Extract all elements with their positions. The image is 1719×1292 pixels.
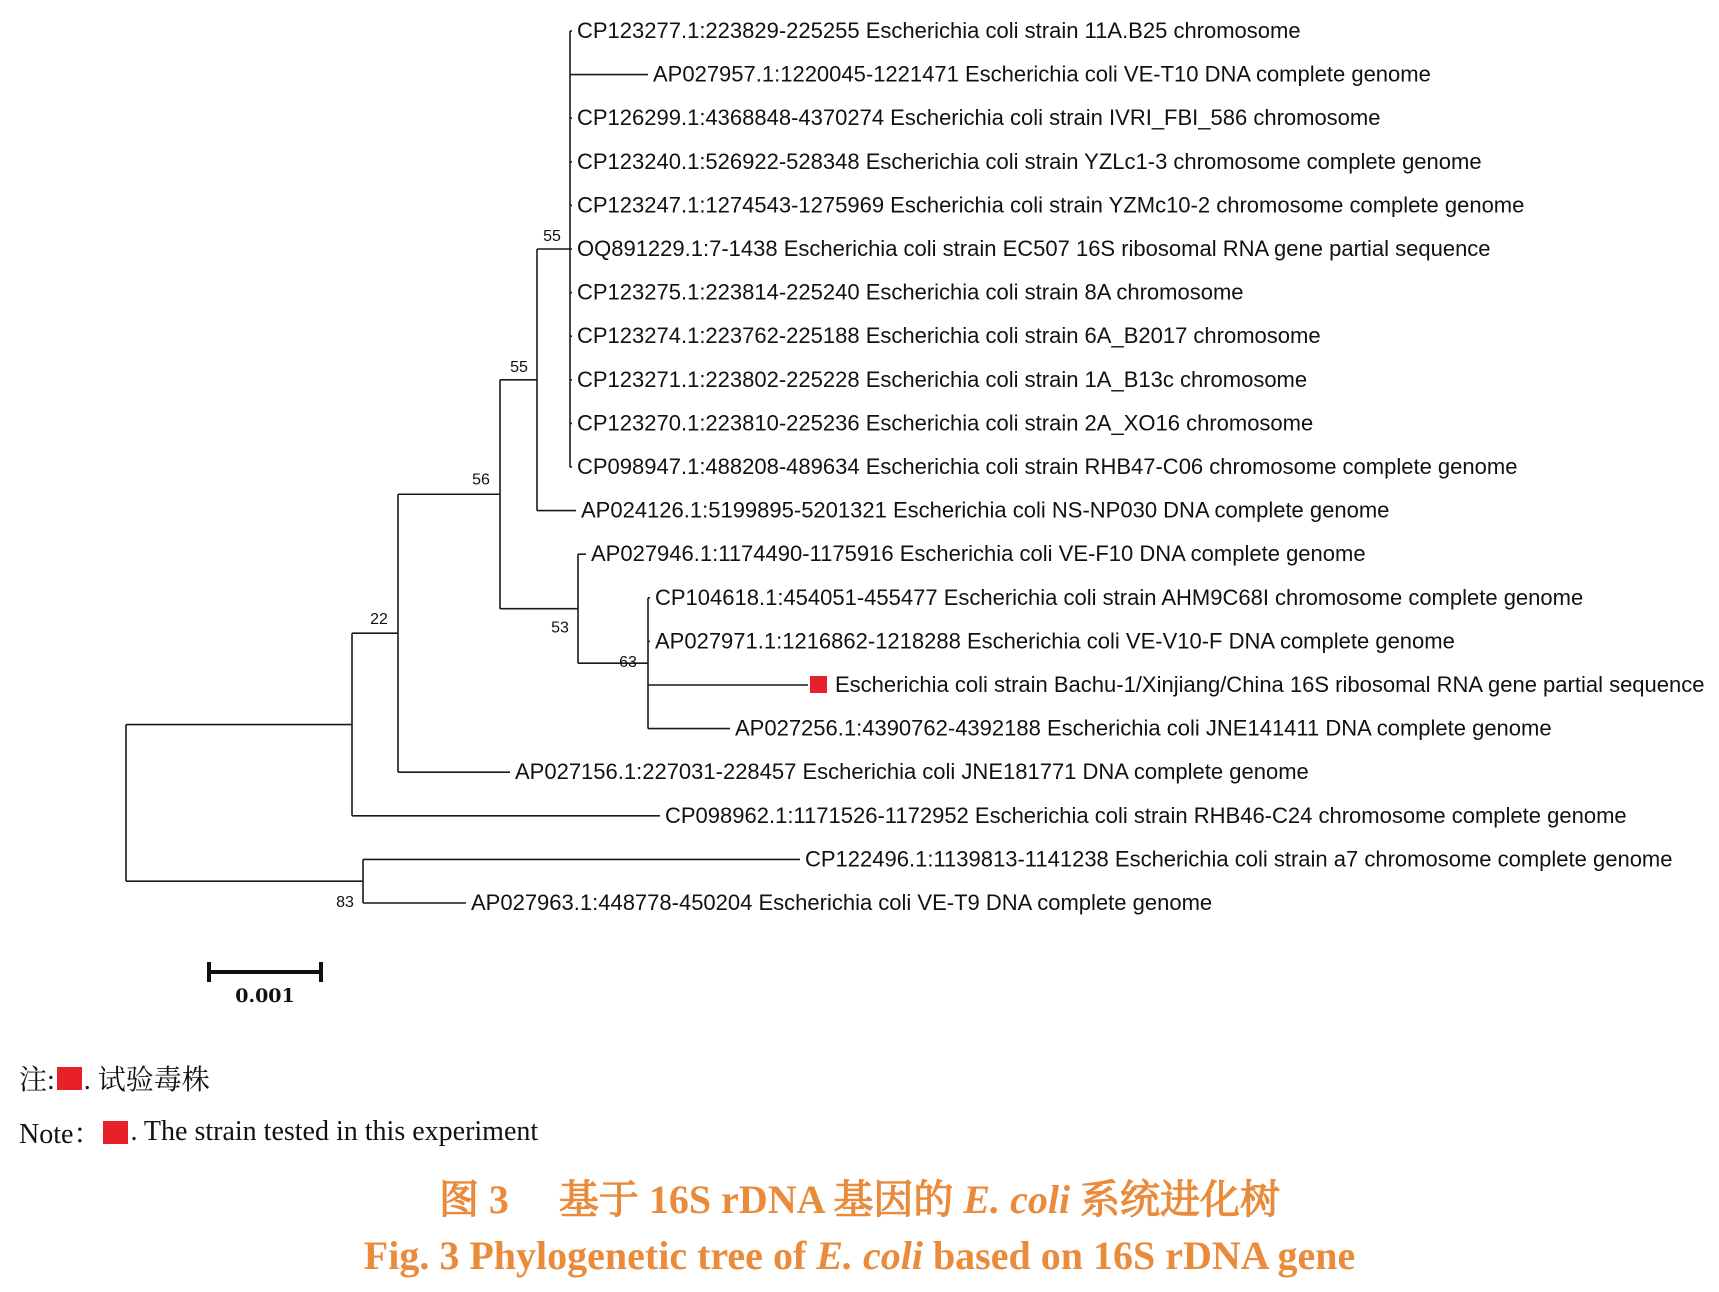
caption-cn <box>0 1168 1719 1225</box>
bootstrap-value: 55 <box>543 228 561 245</box>
leaf-label: AP024126.1:5199895-5201321 Escherichia coli NS-NP030 DNA complete genome <box>581 497 1390 523</box>
bootstrap-value: 83 <box>336 894 354 912</box>
caption-en-post: based on 16S rDNA gene <box>922 1233 1356 1278</box>
bootstrap-value: 53 <box>551 619 569 637</box>
leaf-label: AP027957.1:1220045-1221471 Escherichia coli VE-T10 DNA complete genome <box>653 61 1431 87</box>
scale-bar <box>209 962 321 1007</box>
leaf-label: CP123277.1:223829-225255 Escherichia coli strain 11A.B25 chromosome <box>577 18 1301 43</box>
caption-en-italic: E. coli <box>816 1233 923 1278</box>
leaf-label: CP098962.1:1171526-1172952 Escherichia coli strain RHB46-C24 chromosome complete genome <box>665 802 1627 828</box>
caption-cn-post: 系统进化树 <box>1070 1177 1281 1222</box>
leaf-label: CP123274.1:223762-225188 Escherichia coli strain 6A_B2017 chromosome <box>577 323 1321 349</box>
note-en <box>19 1112 538 1152</box>
leaf-label: AP027946.1:1174490-1175916 Escherichia coli VE-F10 DNA complete genome <box>591 541 1366 567</box>
caption-en-pre: Fig. 3 Phylogenetic tree of <box>363 1233 817 1278</box>
leaf-label: AP027971.1:1216862-1218288 Escherichia coli VE-V10-F DNA complete genome <box>655 628 1455 654</box>
leaf-label: AP027156.1:227031-228457 Escherichia coli JNE181771 DNA complete genome <box>515 759 1309 785</box>
leaf-label: CP123270.1:223810-225236 Escherichia coli strain 2A_XO16 chromosome <box>577 410 1314 436</box>
bootstrap-value: 63 <box>619 654 637 672</box>
note-en-prefix: Note： <box>19 1119 102 1150</box>
leaf-label: CP123275.1:223814-225240 Escherichia coli strain 8A chromosome <box>577 279 1244 305</box>
marker-swatch-en <box>103 1121 128 1144</box>
leaf-label: CP122496.1:1139813-1141238 Escherichia coli strain a7 chromosome complete genome <box>805 846 1673 872</box>
leaf-label: CP123271.1:223802-225228 Escherichia coli strain 1A_B13c chromosome <box>577 366 1308 392</box>
caption-cn-italic: E. coli <box>963 1177 1071 1222</box>
scale-bar-label: 0.001 <box>235 985 295 1007</box>
caption-cn-pre: 图 3 基于 16S rDNA 基因的 <box>438 1177 964 1222</box>
leaf-label: Escherichia coli strain Bachu-1/Xinjiang/China 16S ribosomal RNA gene partial sequence <box>835 672 1705 697</box>
leaf-label: OQ891229.1:7-1438 Escherichia coli strain EC507 16S ribosomal RNA gene partial sequence <box>577 236 1491 261</box>
note-cn-prefix: 注: <box>19 1065 55 1096</box>
note-en-text: . The strain tested in this experiment <box>130 1116 539 1147</box>
note-cn <box>19 1058 210 1098</box>
leaf-label: AP027256.1:4390762-4392188 Escherichia coli JNE141411 DNA complete genome <box>735 715 1552 741</box>
leaf-label: CP104618.1:454051-455477 Escherichia coli strain AHM9C68I chromosome complete genome <box>655 584 1584 610</box>
leaf-label: CP098947.1:488208-489634 Escherichia coli strain RHB47-C06 chromosome complete genome <box>577 454 1518 479</box>
bootstrap-value: 55 <box>510 358 528 376</box>
note-cn-text: . 试验毒株 <box>83 1065 210 1096</box>
tree-leaves <box>471 18 1704 915</box>
bootstrap-value: 22 <box>370 611 388 629</box>
leaf-label: CP123247.1:1274543-1275969 Escherichia coli strain YZMc10-2 chromosome complete genome <box>577 192 1525 218</box>
marker-swatch-cn <box>57 1067 82 1090</box>
bootstrap-value: 56 <box>472 471 490 489</box>
test-strain-marker <box>810 676 827 693</box>
leaf-label: CP123240.1:526922-528348 Escherichia coli strain YZLc1-3 chromosome complete genome <box>577 148 1482 174</box>
leaf-label: CP126299.1:4368848-4370274 Escherichia coli strain IVRI_FBI_586 chromosome <box>577 105 1381 131</box>
caption-en <box>0 1232 1719 1279</box>
leaf-label: AP027963.1:448778-450204 Escherichia coli VE-T9 DNA complete genome <box>471 890 1213 915</box>
